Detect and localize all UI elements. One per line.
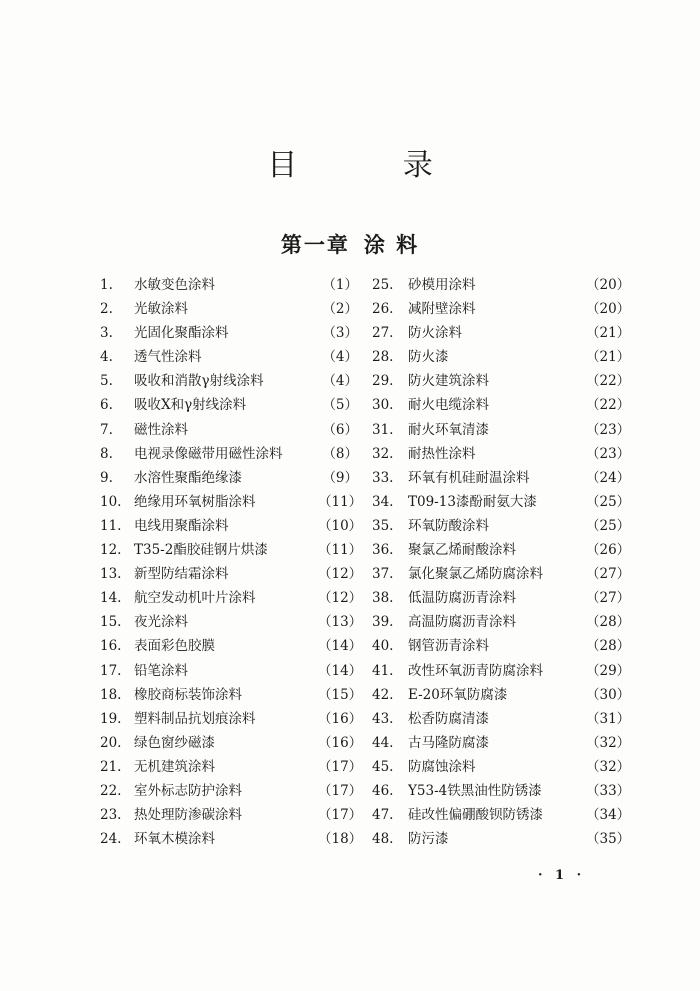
toc-entry-number: 30.	[372, 397, 394, 414]
toc-entry-number: 14.	[100, 590, 122, 607]
toc-entry	[372, 418, 631, 442]
toc-entry	[372, 779, 631, 803]
toc-entry-title: 光敏涂料	[134, 301, 188, 318]
toc-entry	[100, 321, 358, 345]
toc-entry-title: 耐火环氧清漆	[408, 421, 489, 438]
toc-entry-number: 43.	[372, 710, 394, 727]
toc-entry-number: 26.	[372, 301, 394, 318]
toc-entry-title: 水敏变色涂料	[134, 277, 215, 293]
toc-entry-page: （23）	[586, 421, 631, 438]
toc-entry-title: 改性环氧沥青防腐涂料	[408, 662, 543, 679]
toc-entry-title: 透气性涂料	[134, 349, 202, 366]
toc-entry-number: 38.	[372, 590, 394, 607]
toc-entry-title: 铅笔涂料	[134, 662, 188, 679]
toc-entry	[372, 538, 631, 562]
toc-entry-page: （32）	[586, 734, 631, 751]
toc-entry-title: 古马隆防腐漆	[408, 734, 489, 751]
toc-entry-title: 钢管沥青涂料	[408, 638, 489, 655]
toc-entry-number: 47.	[372, 807, 394, 824]
toc-entry-title: 减附壁涂料	[408, 301, 476, 318]
toc-entry-page: （25）	[586, 517, 631, 534]
toc-entry	[372, 634, 631, 658]
toc-entry	[100, 779, 363, 803]
toc-entry	[100, 393, 358, 417]
toc-entry-title: 新型防结霜涂料	[134, 566, 229, 583]
toc-column-left	[100, 273, 363, 851]
toc-entry-page: （11）	[318, 542, 363, 559]
toc-entry-page: （21）	[586, 325, 631, 342]
toc-entry	[372, 490, 631, 514]
toc-entry-page: （28）	[586, 614, 631, 631]
toc-entry-number: 25.	[372, 277, 394, 293]
toc-entry	[372, 707, 631, 731]
toc-entry-title: 防污漆	[408, 831, 449, 848]
toc-entry	[372, 827, 631, 851]
toc-entry-title: 吸收X和γ射线涂料	[134, 397, 247, 414]
toc-entry-title: 氯化聚氯乙烯防腐涂料	[408, 566, 543, 583]
toc-entry	[100, 659, 363, 683]
toc-entry-title: 松香防腐清漆	[408, 710, 489, 727]
toc-entry-title: 环氧木模涂料	[134, 831, 215, 848]
toc-entry-number: 29.	[372, 373, 394, 390]
toc-entry-page: （29）	[586, 662, 631, 679]
toc-entry-number: 10.	[100, 493, 122, 510]
toc-entry	[372, 562, 631, 586]
toc-entry	[100, 634, 363, 658]
toc-entry-number: 41.	[372, 662, 394, 679]
toc-entry-title: 磁性涂料	[134, 421, 188, 438]
toc-entry	[100, 466, 358, 490]
toc-entry	[372, 466, 631, 490]
toc-entry	[100, 803, 363, 827]
toc-entry-title: 塑料制品抗划痕涂料	[134, 710, 256, 727]
toc-entry-page: （30）	[586, 686, 631, 703]
toc-entry-title: 航空发动机叶片涂料	[134, 590, 256, 607]
toc-entry-page: （16）	[318, 710, 363, 727]
toc-entry-page: （24）	[586, 469, 631, 486]
toc-entry-page: （27）	[586, 566, 631, 583]
toc-entry-title: 绝缘用环氧树脂涂料	[134, 493, 256, 510]
toc-entry	[372, 683, 631, 707]
toc-entry-title: E-20环氧防腐漆	[408, 686, 508, 703]
toc-entry-number: 6.	[100, 397, 113, 414]
toc-entry-page: （14）	[318, 638, 363, 655]
toc-entry-number: 34.	[372, 493, 394, 510]
toc-entry	[100, 707, 363, 731]
toc-entry	[372, 369, 631, 393]
page-title: 目 录	[267, 148, 481, 183]
toc-entry-number: 45.	[372, 758, 394, 775]
toc-entry-title: 水溶性聚酯绝缘漆	[134, 469, 242, 486]
toc-entry-title: 无机建筑涂料	[134, 758, 215, 775]
toc-entry	[372, 803, 631, 827]
toc-entry-page: （9）	[322, 469, 358, 486]
toc-entry-title: 绿色窗纱磁漆	[134, 734, 215, 751]
toc-entry-number: 9.	[100, 469, 113, 486]
toc-entry-number: 7.	[100, 421, 113, 438]
toc-entry-page: （16）	[318, 734, 363, 751]
toc-entry-page: （32）	[586, 758, 631, 775]
toc-entry-page: （14）	[318, 662, 363, 679]
toc-entry-number: 21.	[100, 758, 122, 775]
toc-entry	[372, 273, 631, 297]
toc-entry-page: （2）	[322, 301, 358, 318]
toc-entry-page: （17）	[318, 782, 363, 799]
toc-entry-number: 5.	[100, 373, 113, 390]
toc-entry-title: 低温防腐沥青涂料	[408, 590, 516, 607]
toc-entry-page: （31）	[586, 710, 631, 727]
toc-entry-title: 光固化聚酯涂料	[134, 325, 229, 342]
toc-entry-page: （23）	[586, 445, 631, 462]
toc-entry-page: （12）	[318, 566, 363, 583]
toc-entry-number: 18.	[100, 686, 122, 703]
toc-entry-number: 44.	[372, 734, 394, 751]
toc-entry-title: 电线用聚酯涂料	[134, 517, 229, 534]
toc-entry-page: （34）	[586, 807, 631, 824]
toc-entry-title: 防火漆	[408, 349, 449, 366]
toc-entry-page: （22）	[586, 397, 631, 414]
toc-entry-page: （35）	[586, 831, 631, 848]
toc-entry-page: （18）	[318, 831, 363, 848]
toc-entry-title: 环氧有机硅耐温涂料	[408, 469, 530, 486]
toc-entry-page: （17）	[318, 758, 363, 775]
chapter-name: 涂 料	[363, 232, 420, 257]
toc-entry	[100, 418, 358, 442]
toc-entry-title: 聚氯乙烯耐酸涂料	[408, 542, 516, 559]
toc-entry-page: （27）	[586, 590, 631, 607]
toc-entry-number: 16.	[100, 638, 122, 655]
toc-entry-number: 36.	[372, 542, 394, 559]
chapter-label: 第一章	[280, 232, 350, 257]
toc-entry-title: 热处理防渗碳涂料	[134, 807, 242, 824]
toc-entry-page: （26）	[586, 542, 631, 559]
toc-entry-number: 13.	[100, 566, 122, 583]
toc-entry-number: 42.	[372, 686, 394, 703]
toc-entry-number: 46.	[372, 782, 394, 799]
toc-entry-title: T09-13漆酚耐氨大漆	[408, 493, 537, 510]
toc-entry-number: 2.	[100, 301, 113, 318]
toc-entry	[100, 538, 363, 562]
toc-entry-title: 耐热性涂料	[408, 445, 476, 462]
toc-entry-number: 20.	[100, 734, 122, 751]
toc-entry	[100, 442, 358, 466]
toc-entry-number: 19.	[100, 710, 122, 727]
toc-entry-number: 23.	[100, 807, 122, 824]
toc-entry-title: 防火涂料	[408, 325, 462, 342]
toc-entry-number: 22.	[100, 782, 122, 799]
toc-entry	[372, 393, 631, 417]
toc-entry-number: 32.	[372, 445, 394, 462]
toc-entry	[100, 586, 363, 610]
toc-entry	[372, 731, 631, 755]
toc-entry	[100, 610, 363, 634]
toc-entry-number: 27.	[372, 325, 394, 342]
toc-entry-title: 砂模用涂料	[408, 277, 476, 293]
toc-entry-title: 硅改性偏硼酸钡防锈漆	[408, 807, 543, 824]
page-number: · 1 ·	[538, 868, 586, 883]
toc-entry-number: 48.	[372, 831, 394, 848]
toc-entry-title: 橡胶商标装饰涂料	[134, 686, 242, 703]
toc-entry-page: （10）	[318, 517, 363, 534]
toc-entry-page: （1）	[322, 277, 358, 293]
toc-entry	[100, 490, 363, 514]
toc-entry	[100, 755, 363, 779]
toc-entry-number: 4.	[100, 349, 113, 366]
toc-entry-page: （13）	[318, 614, 363, 631]
toc-entry	[372, 586, 631, 610]
toc-entry-page: （4）	[322, 349, 358, 366]
toc-entry-page: （3）	[322, 325, 358, 342]
toc-entry-title: 电视录像磁带用磁性涂料	[134, 445, 283, 462]
toc-entry-number: 35.	[372, 517, 394, 534]
toc-entry-title: 夜光涂料	[134, 614, 188, 631]
toc-entry-title: 防腐蚀涂料	[408, 758, 476, 775]
toc-entry	[372, 610, 631, 634]
toc-entry-title: Y53-4铁黑油性防锈漆	[408, 782, 542, 799]
toc-entry-number: 28.	[372, 349, 394, 366]
toc-entry	[100, 827, 363, 851]
chapter-heading	[0, 229, 700, 259]
toc-entry-page: （8）	[322, 445, 358, 462]
toc-entry-title: 耐火电缆涂料	[408, 397, 489, 414]
toc-entry-title: 环氧防酸涂料	[408, 517, 489, 534]
toc-entry-number: 12.	[100, 542, 122, 559]
toc-entry	[372, 659, 631, 683]
toc-entry-page: （4）	[322, 373, 358, 390]
toc-entry	[372, 321, 631, 345]
toc-entry	[372, 442, 631, 466]
toc-entry	[100, 273, 358, 297]
toc-entry-number: 39.	[372, 614, 394, 631]
toc-entry-page: （12）	[318, 590, 363, 607]
toc-entry-page: （17）	[318, 807, 363, 824]
toc-entry-page: （20）	[586, 301, 631, 318]
toc-entry-title: 表面彩色胶膜	[134, 638, 215, 655]
toc-entry	[100, 683, 363, 707]
toc-entry-title: 室外标志防护涂料	[134, 782, 242, 799]
toc-entry-title: 吸收和消散γ射线涂料	[134, 373, 264, 390]
toc-column-right	[372, 273, 631, 851]
toc-entry	[372, 345, 631, 369]
toc-entry-page: （15）	[318, 686, 363, 703]
toc-entry-page: （11）	[318, 493, 363, 510]
toc-entry-number: 33.	[372, 469, 394, 486]
toc-entry-number: 11.	[100, 517, 122, 534]
toc-entry	[100, 514, 363, 538]
toc-entry-number: 1.	[100, 277, 113, 293]
toc-entry-number: 3.	[100, 325, 113, 342]
toc-entry-page: （28）	[586, 638, 631, 655]
toc-entry-title: 防火建筑涂料	[408, 373, 489, 390]
toc-entry	[100, 297, 358, 321]
toc-entry-number: 17.	[100, 662, 122, 679]
toc-entry	[372, 297, 631, 321]
toc-entry-page: （6）	[322, 421, 358, 438]
toc-entry	[372, 514, 631, 538]
toc-entry-page: （20）	[586, 277, 631, 293]
toc-entry-number: 24.	[100, 831, 122, 848]
toc-entry-page: （25）	[586, 493, 631, 510]
toc-entry-page: （5）	[322, 397, 358, 414]
toc-entry	[372, 755, 631, 779]
toc-entry-number: 31.	[372, 421, 394, 438]
toc-entry-page: （22）	[586, 373, 631, 390]
toc-entry-page: （33）	[586, 782, 631, 799]
toc-entry-number: 37.	[372, 566, 394, 583]
toc-entry-number: 40.	[372, 638, 394, 655]
toc-entry-title: T35-2酯胶硅钢片烘漆	[134, 542, 268, 559]
toc-entry-number: 15.	[100, 614, 122, 631]
toc-entry	[100, 731, 363, 755]
toc-entry	[100, 369, 358, 393]
toc-entry-number: 8.	[100, 445, 113, 462]
toc-entry	[100, 562, 363, 586]
toc-entry-title: 高温防腐沥青涂料	[408, 614, 516, 631]
toc-entry	[100, 345, 358, 369]
toc-entry-page: （21）	[586, 349, 631, 366]
